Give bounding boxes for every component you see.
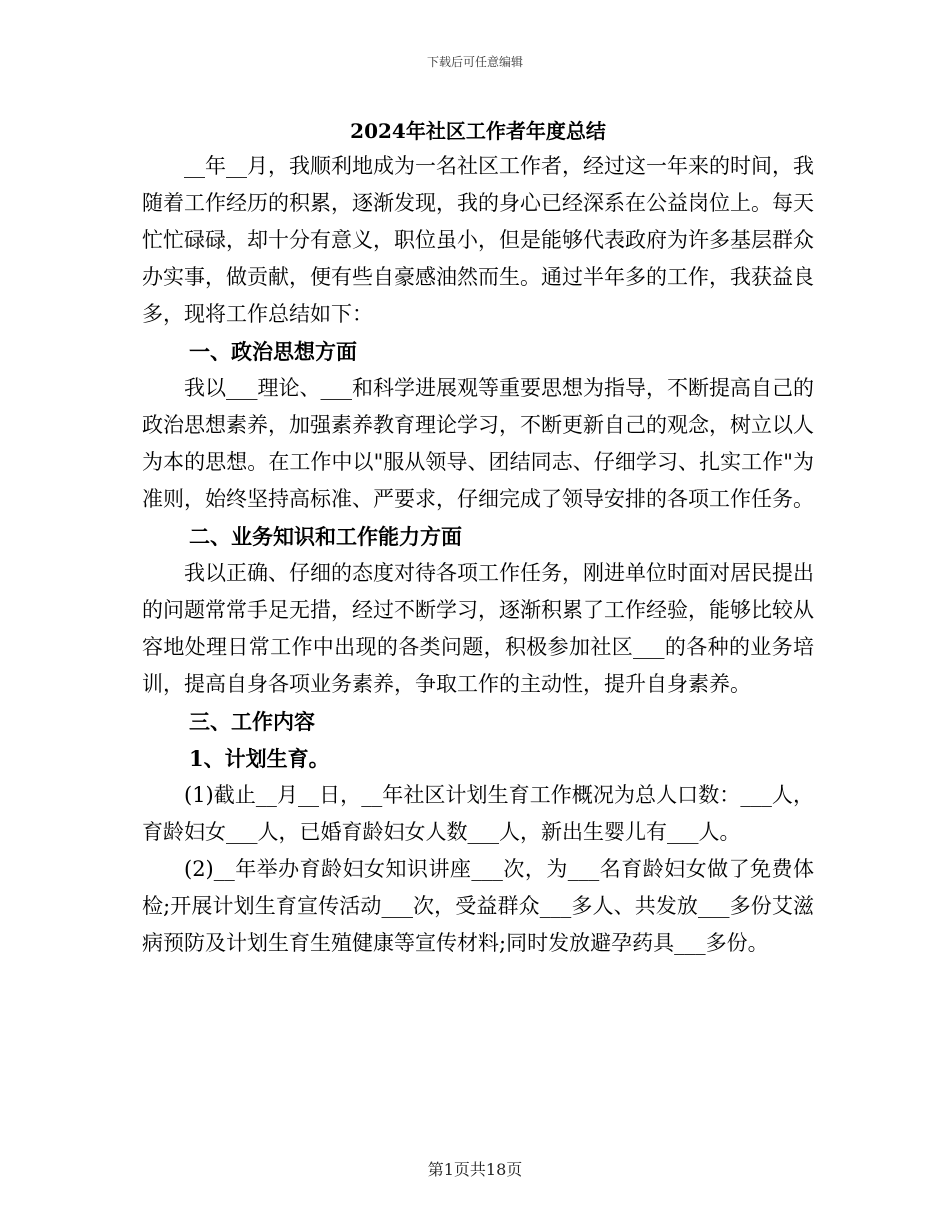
section-business-paragraph: 我以正确、仔细的态度对待各项工作任务，刚进单位时面对居民提出的问题常常手足无措，经过不断学习，逐渐积累了工作经验，能够比较从容地处理日常工作中出现的各类问题，积极参加社区___的各种的业务培训，提高自身各项业务素养，争取工作的主动性，提升自身素养。 xyxy=(142,561,814,696)
section-heading-work-content: 三、工作内容 xyxy=(189,709,315,734)
subsection-heading-family-planning: 1、计划生育。 xyxy=(189,746,330,771)
section-heading-political: 一、政治思想方面 xyxy=(189,339,357,364)
item-1-paragraph: (1)截止__月__日，__年社区计划生育工作概况为总人口数：___人，育龄妇女___人，已婚育龄妇女人数___人，新出生婴儿有___人。 xyxy=(142,783,814,844)
intro-paragraph: __年__月，我顺利地成为一名社区工作者，经过这一年来的时间，我随着工作经历的积累，逐渐发现，我的身心已经深系在公益岗位上。每天忙忙碌碌，却十分有意义，职位虽小，但是能够代表政府为许多基层群众办实事，做贡献，便有些自豪感油然而生。通过半年多的工作，我获益良多，现将工作总结如下： xyxy=(142,154,814,326)
section-political-paragraph: 我以___理论、___和科学进展观等重要思想为指导，不断提高自己的政治思想素养，加强素养教育理论学习，不断更新自己的观念，树立以人为本的思想。在工作中以"服从领导、团结同志、仔细学习、扎实工作"为准则，始终坚持高标准、严要求，仔细完成了领导安排的各项工作任务。 xyxy=(142,376,814,511)
section-heading-business: 二、业务知识和工作能力方面 xyxy=(189,524,462,549)
page-header-note: 下载后可任意编辑 xyxy=(426,55,523,69)
document-title: 2024年社区工作者年度总结 xyxy=(350,119,606,143)
page-number-footer: 第1页共18页 xyxy=(427,1160,523,1179)
item-2-paragraph: (2)__年举办育龄妇女知识讲座___次，为___名育龄妇女做了免费体检;开展计划生育宣传活动___次，受益群众___多人、共发放___多份艾滋病预防及计划生育生殖健康等宣传材料;同时发放避孕药具___多份。 xyxy=(142,857,814,955)
document-body xyxy=(142,114,814,962)
